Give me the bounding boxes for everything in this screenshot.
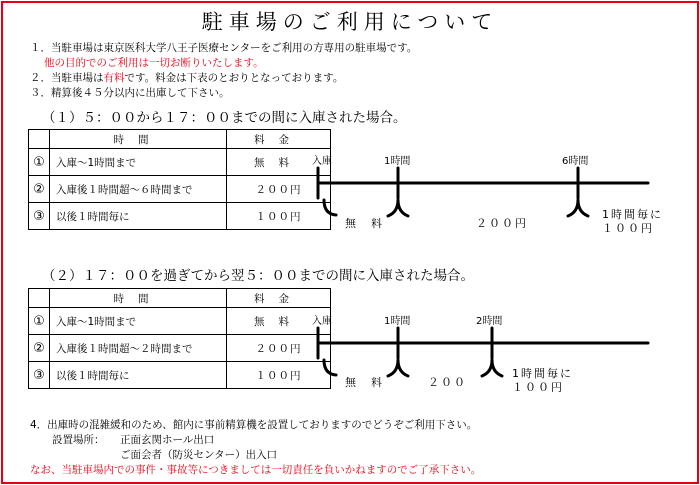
table-header-fee: 料金 <box>227 289 331 308</box>
note-1: １．当駐車場は東京医科大学八王子医療センターをご利用の方専用の駐車場です。 <box>30 42 418 54</box>
section-1-heading: （１）５：００から１７：００までの間に入庫された場合。 <box>42 110 407 126</box>
location-2: ご面会者（防災センター）出入口 <box>120 449 278 461</box>
timeline-1-mark-6h: 6時間 <box>562 156 589 167</box>
table-header-time: 時間 <box>50 130 227 149</box>
timeline-1-bracket-6h <box>568 200 588 216</box>
disclaimer: なお、当駐車場内での事件・事故等につきましては一切責任を負いかねますのでご了承下さい。 <box>30 464 482 476</box>
table-header-fee: 料金 <box>227 130 331 149</box>
table-row: ② 入庫後１時間超～６時間まで ２００円 <box>29 176 331 203</box>
timeline-2-free-label: 無 料 <box>345 376 384 389</box>
note-4: 4．出庫時の混雑緩和のため、館内に事前精算機を設置しておりますのでどうぞご利用下さい。 <box>30 419 478 431</box>
timeline-1-mark-1h: 1時間 <box>384 156 411 167</box>
location-label: 設置場所： <box>52 434 105 446</box>
table-header-time: 時間 <box>50 289 227 308</box>
timeline-2-after-line2: １００円 <box>512 381 564 394</box>
timeline-2-bracket-start <box>324 360 336 375</box>
timeline-2-after-line1: 1時間毎に <box>512 367 573 380</box>
timeline-1-200-label: ２００円 <box>476 217 528 230</box>
timeline-2-mark-2h: 2時間 <box>476 316 503 327</box>
timeline-2-mark-1h: 1時間 <box>384 316 411 327</box>
timeline-1-after-line1: 1時間毎に <box>602 208 663 221</box>
location-1: 正面玄関ホール出口 <box>120 434 215 446</box>
table-row: ① 入庫～1時間まで 無料 <box>29 149 331 176</box>
timeline-2-bracket-1h <box>388 360 408 376</box>
timeline-1-mark-entry: 入庫 <box>312 156 332 167</box>
timeline-2-200-label: ２００ <box>428 376 467 389</box>
note-1-sub: 他の目的でのご利用は一切お断りいたします。 <box>44 57 264 69</box>
table-row: ③ 以後１時間毎に １００円 <box>29 362 331 389</box>
timeline-1-bracket-1h <box>388 200 408 216</box>
table-row: ② 入庫後１時間超～２時間まで ２００円 <box>29 335 331 362</box>
note-3: ３．精算後４５分以内に出庫して下さい。 <box>30 87 230 99</box>
timeline-1-after-line2: １００円 <box>602 222 654 235</box>
timeline-1-bracket-start <box>324 200 336 215</box>
page-title: 駐車場のご利用について <box>201 10 499 34</box>
timeline-2-bracket-2h <box>482 360 502 376</box>
section-2-heading: （２）１７：００を過ぎてから翌５：００までの間に入庫された場合。 <box>42 268 474 284</box>
table-row: ① 入庫～1時間まで 無料 <box>29 308 331 335</box>
timeline-2-mark-entry: 入庫 <box>312 316 332 327</box>
table-row: ③ 以後１時間毎に １００円 <box>29 203 331 230</box>
timeline-1-free-label: 無 料 <box>345 217 384 230</box>
note-2-pre: ２．当駐車場は <box>30 72 104 84</box>
note-2-paid: 有料 <box>103 72 125 84</box>
note-2-post: です。料金は下表のとおりとなっております。 <box>124 72 344 84</box>
